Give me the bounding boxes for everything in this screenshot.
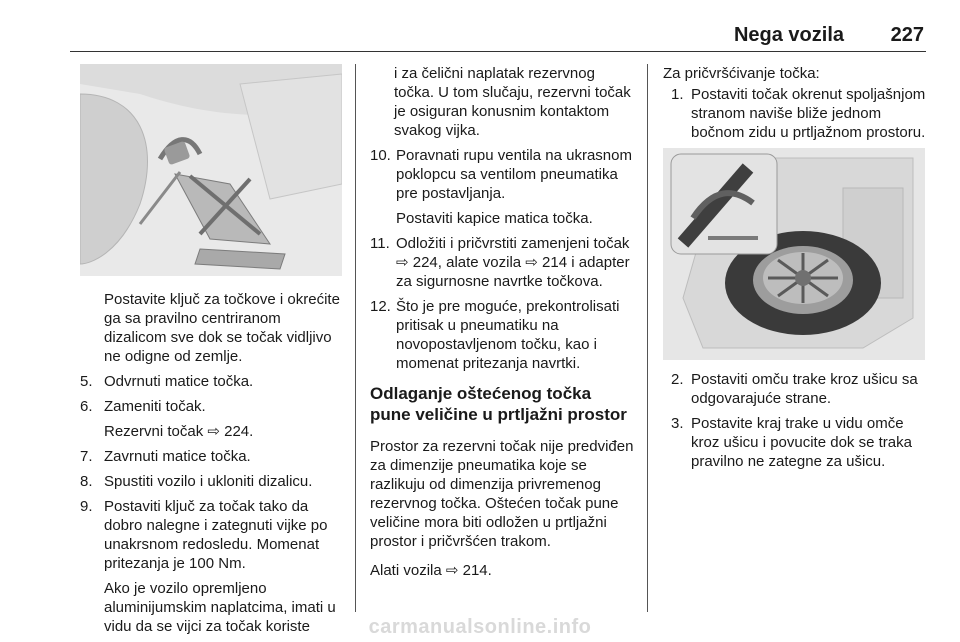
watermark: carmanualsonline.info bbox=[368, 616, 592, 638]
list-item: 1. Postaviti točak okrenut spoljašnjom stranom naviše bliže jednom bočnom zidu u prtljažnom prostoru. bbox=[671, 86, 926, 141]
list-item: 7. Zavrnuti matice točka. bbox=[80, 448, 251, 465]
list-item: 6. Zameniti točak. Rezervni točak ⇨ 224. bbox=[80, 397, 342, 441]
column-2 bbox=[370, 64, 634, 580]
list-item: 3. Postavite kraj trake u vidu omče kroz ušicu i povucite dok se traka pravilno ne zategne za ušicu. bbox=[671, 415, 912, 470]
steps-list-1 bbox=[80, 372, 342, 636]
header-rule bbox=[70, 51, 926, 52]
continuation-text: i za čelični naplatak rezervnog točka. U tom slučaju, rezervni točak je osiguran konusnim kontaktom svakog vijka. bbox=[394, 65, 631, 139]
column-1 bbox=[80, 64, 342, 642]
list-item: 9. Postaviti ključ za točak tako da dobro nalegne i zategnuti vijke po unakrsnom redosledu. Momenat pritezanja je 100 Nm. Ako je vozilo opremljeno aluminijumskim naplatcima, imati u vidu da se vijci za točak koriste bbox=[80, 498, 336, 635]
list-item: 2. Postaviti omču trake kroz ušicu sa odgovarajuće strane. bbox=[671, 371, 918, 407]
page-number: 227 bbox=[890, 24, 924, 46]
section-title: Nega vozila bbox=[733, 24, 844, 46]
list-item: 11. Odložiti i pričvrstiti zamenjeni točak ⇨ 224, alate vozila ⇨ 214 i adapter za sigurnosne navrtke točkova. bbox=[370, 235, 630, 290]
column-divider-left bbox=[355, 64, 356, 612]
list-item: 12. Što je pre moguće, prekontrolisati pritisak u pneumatiku na novopostavljenom točku, kao i momenat pritezanja navrtki. bbox=[370, 298, 620, 372]
column-3 bbox=[663, 64, 929, 477]
step-intro: Postavite ključ za točkove i okrećite ga sa pravilno centriranom dizalicom sve dok se točak vidljivo ne odigne od zemlje. bbox=[104, 291, 340, 365]
body-paragraph: Prostor za rezervni točak nije predviđen za dimenzije pneumatika koje se razlikuju od dimenzija privremenog rezervnog točka. Oštećen točak pune veličine mora biti odložen u prtljažni prostor i pričvršćen trakom. bbox=[370, 438, 634, 550]
cross-reference: Alati vozila ⇨ 214. bbox=[370, 562, 492, 579]
steps-list-2 bbox=[370, 146, 634, 373]
list-item: 5. Odvrnuti matice točka. bbox=[80, 373, 254, 390]
jack-illustration bbox=[80, 64, 342, 276]
page-header bbox=[70, 24, 926, 52]
section-heading: Odlaganje oštećenog točka pune veličine u prtljažni prostor bbox=[370, 384, 627, 424]
list-item: 10. Poravnati rupu ventila na ukrasnom poklopcu sa ventilom pneumatika pre postavljanja. Postaviti kapice matica točka. bbox=[370, 147, 632, 227]
list-item: 8. Spustiti vozilo i ukloniti dizalicu. bbox=[80, 473, 313, 490]
steps-list-3 bbox=[663, 370, 929, 471]
cross-reference: Rezervni točak ⇨ 224. bbox=[104, 423, 254, 440]
step-intro: Za pričvršćivanje točka: bbox=[663, 65, 820, 82]
trunk-wheel-illustration bbox=[663, 148, 925, 360]
column-divider-right bbox=[647, 64, 648, 612]
